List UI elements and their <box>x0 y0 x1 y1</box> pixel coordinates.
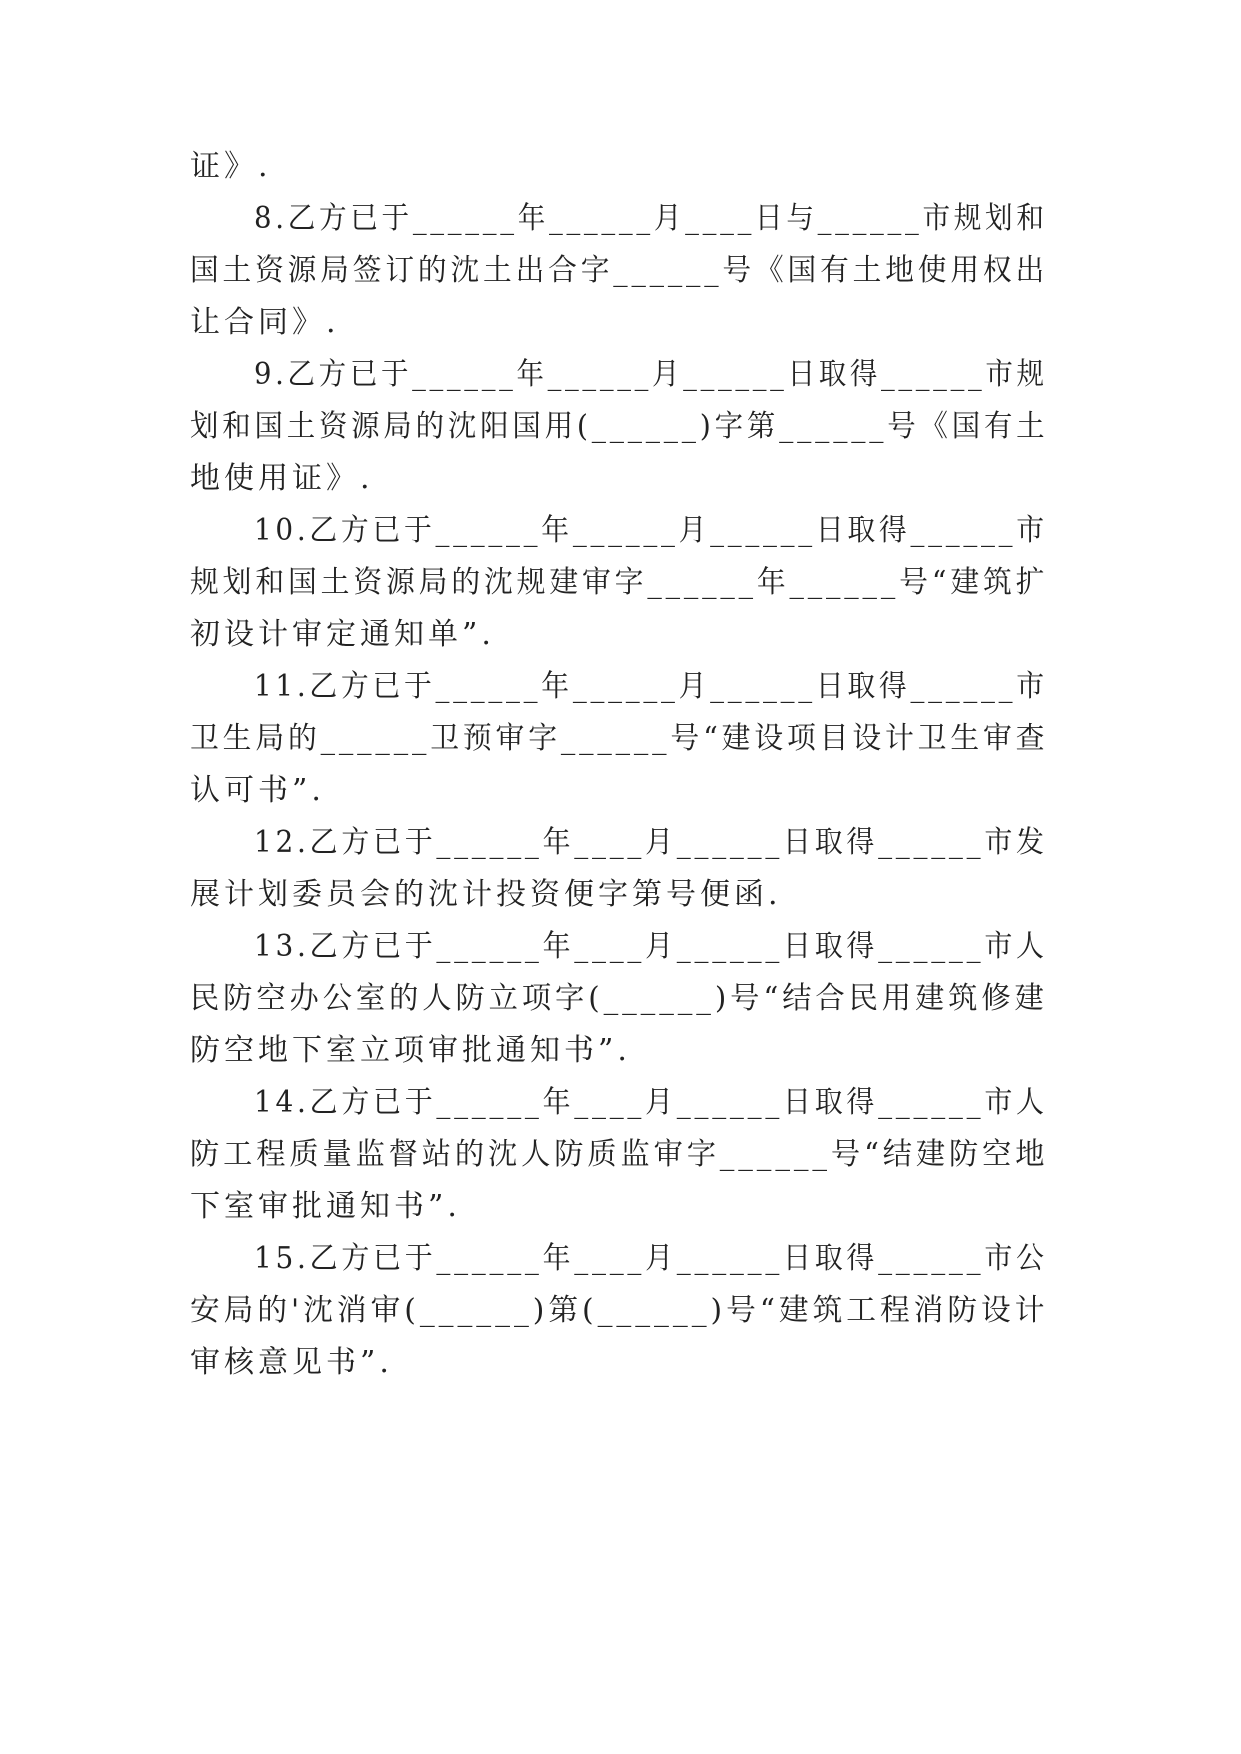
text-line-18: 防空地下室立项审批通知书”. <box>190 1033 631 1068</box>
text-line-5: 9.乙方已于______年______月______日取得______市规 <box>254 357 1048 392</box>
text-line-8: 10.乙方已于______年______月______日取得______市 <box>254 513 1048 548</box>
text-line-1: 证》. <box>190 149 272 184</box>
text-line-17: 民防空办公室的人防立项字(______)号“结合民用建筑修建 <box>190 981 1048 1016</box>
text-line-24: 审核意见书”. <box>190 1345 393 1380</box>
text-line-23: 安局的'沈消审(______)第(______)号“建筑工程消防设计 <box>190 1293 1049 1328</box>
text-line-10: 初设计审定通知单”. <box>190 617 495 652</box>
text-line-14: 12.乙方已于______年____月______日取得______市发 <box>254 825 1048 860</box>
text-line-13: 认可书”. <box>190 773 325 808</box>
text-line-22: 15.乙方已于______年____月______日取得______市公 <box>254 1241 1048 1276</box>
text-line-6: 划和国土资源局的沈阳国用(______)字第______号《国有土 <box>190 409 1049 444</box>
text-line-11: 11.乙方已于______年______月______日取得______市 <box>254 669 1048 704</box>
text-line-7: 地使用证》. <box>190 461 374 496</box>
text-line-3: 国土资源局签订的沈土出合字______号《国有土地使用权出 <box>190 253 1049 288</box>
text-line-19: 14.乙方已于______年____月______日取得______市人 <box>254 1085 1048 1120</box>
text-line-15: 展计划委员会的沈计投资便字第号便函. <box>190 877 782 912</box>
text-line-16: 13.乙方已于______年____月______日取得______市人 <box>254 929 1048 964</box>
text-line-4: 让合同》. <box>190 305 340 340</box>
text-line-2: 8.乙方已于______年______月____日与______市规划和 <box>254 201 1048 236</box>
text-line-20: 防工程质量监督站的沈人防质监审字______号“结建防空地 <box>190 1137 1049 1172</box>
text-line-12: 卫生局的______卫预审字______号“建设项目设计卫生审查 <box>190 721 1049 756</box>
text-line-21: 下室审批通知书”. <box>190 1189 461 1224</box>
text-line-9: 规划和国土资源局的沈规建审字______年______号“建筑扩 <box>190 565 1049 600</box>
